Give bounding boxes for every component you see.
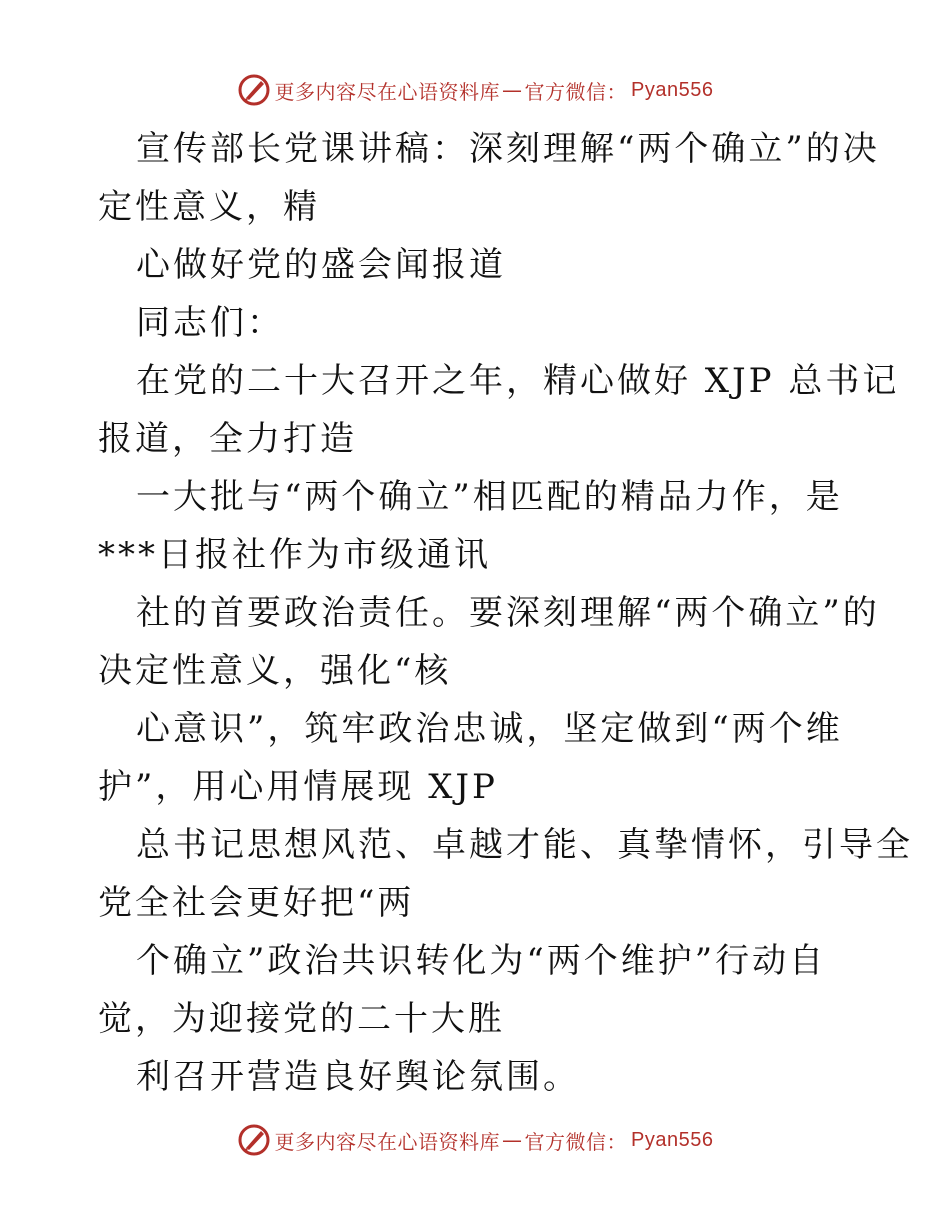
watermark-text: 更多内容尽在心语资料库 <box>274 1129 501 1154</box>
text-line: 个确立”政治共识转化为“两个维护”行动自 <box>136 941 827 981</box>
text-line: 利召开营造良好舆论氛围。 <box>136 1057 580 1097</box>
text-line: 一大批与“两个确立”相匹配的精品力作，是 <box>136 477 843 517</box>
watermark-wechat-id: Pyan556 <box>631 1128 714 1151</box>
watermark-wechat-id: Pyan556 <box>631 78 714 101</box>
watermark-wechat-label: 官方微信： <box>524 1129 628 1154</box>
watermark-dash: — <box>502 78 523 102</box>
text-line: 在党的二十大召开之年，精心做好 XJP 总书记 <box>136 361 900 401</box>
text-line: 定性意义，精 <box>98 187 320 227</box>
text-line: 觉，为迎接党的二十大胜 <box>98 999 505 1039</box>
text-line: 总书记思想风范、卓越才能、真挚情怀，引导全 <box>136 825 913 865</box>
text-line: 决定性意义，强化“核 <box>98 651 452 691</box>
text-line: 社的首要政治责任。要深刻理解“两个确立”的 <box>136 593 880 633</box>
quill-logo-icon <box>237 73 271 107</box>
text-line: 心做好党的盛会闻报道 <box>136 245 506 285</box>
text-line: 报道，全力打造 <box>98 419 357 459</box>
header-watermark <box>0 70 950 110</box>
document-body <box>98 120 913 1106</box>
text-line: 宣传部长党课讲稿：深刻理解“两个确立”的决 <box>136 129 880 169</box>
text-line: 同志们： <box>136 303 284 343</box>
text-line: 护”，用心用情展现 XJP <box>98 767 498 807</box>
text-line: 党全社会更好把“两 <box>98 883 415 923</box>
watermark-text: 更多内容尽在心语资料库 <box>274 79 501 104</box>
quill-logo-icon <box>237 1123 271 1157</box>
watermark-wechat-label: 官方微信： <box>524 79 628 104</box>
text-line: 心意识”，筑牢政治忠诚，坚定做到“两个维 <box>136 709 843 749</box>
watermark-dash: — <box>502 1128 523 1152</box>
text-line: ***日报社作为市级通讯 <box>98 535 491 575</box>
footer-watermark <box>0 1120 950 1160</box>
